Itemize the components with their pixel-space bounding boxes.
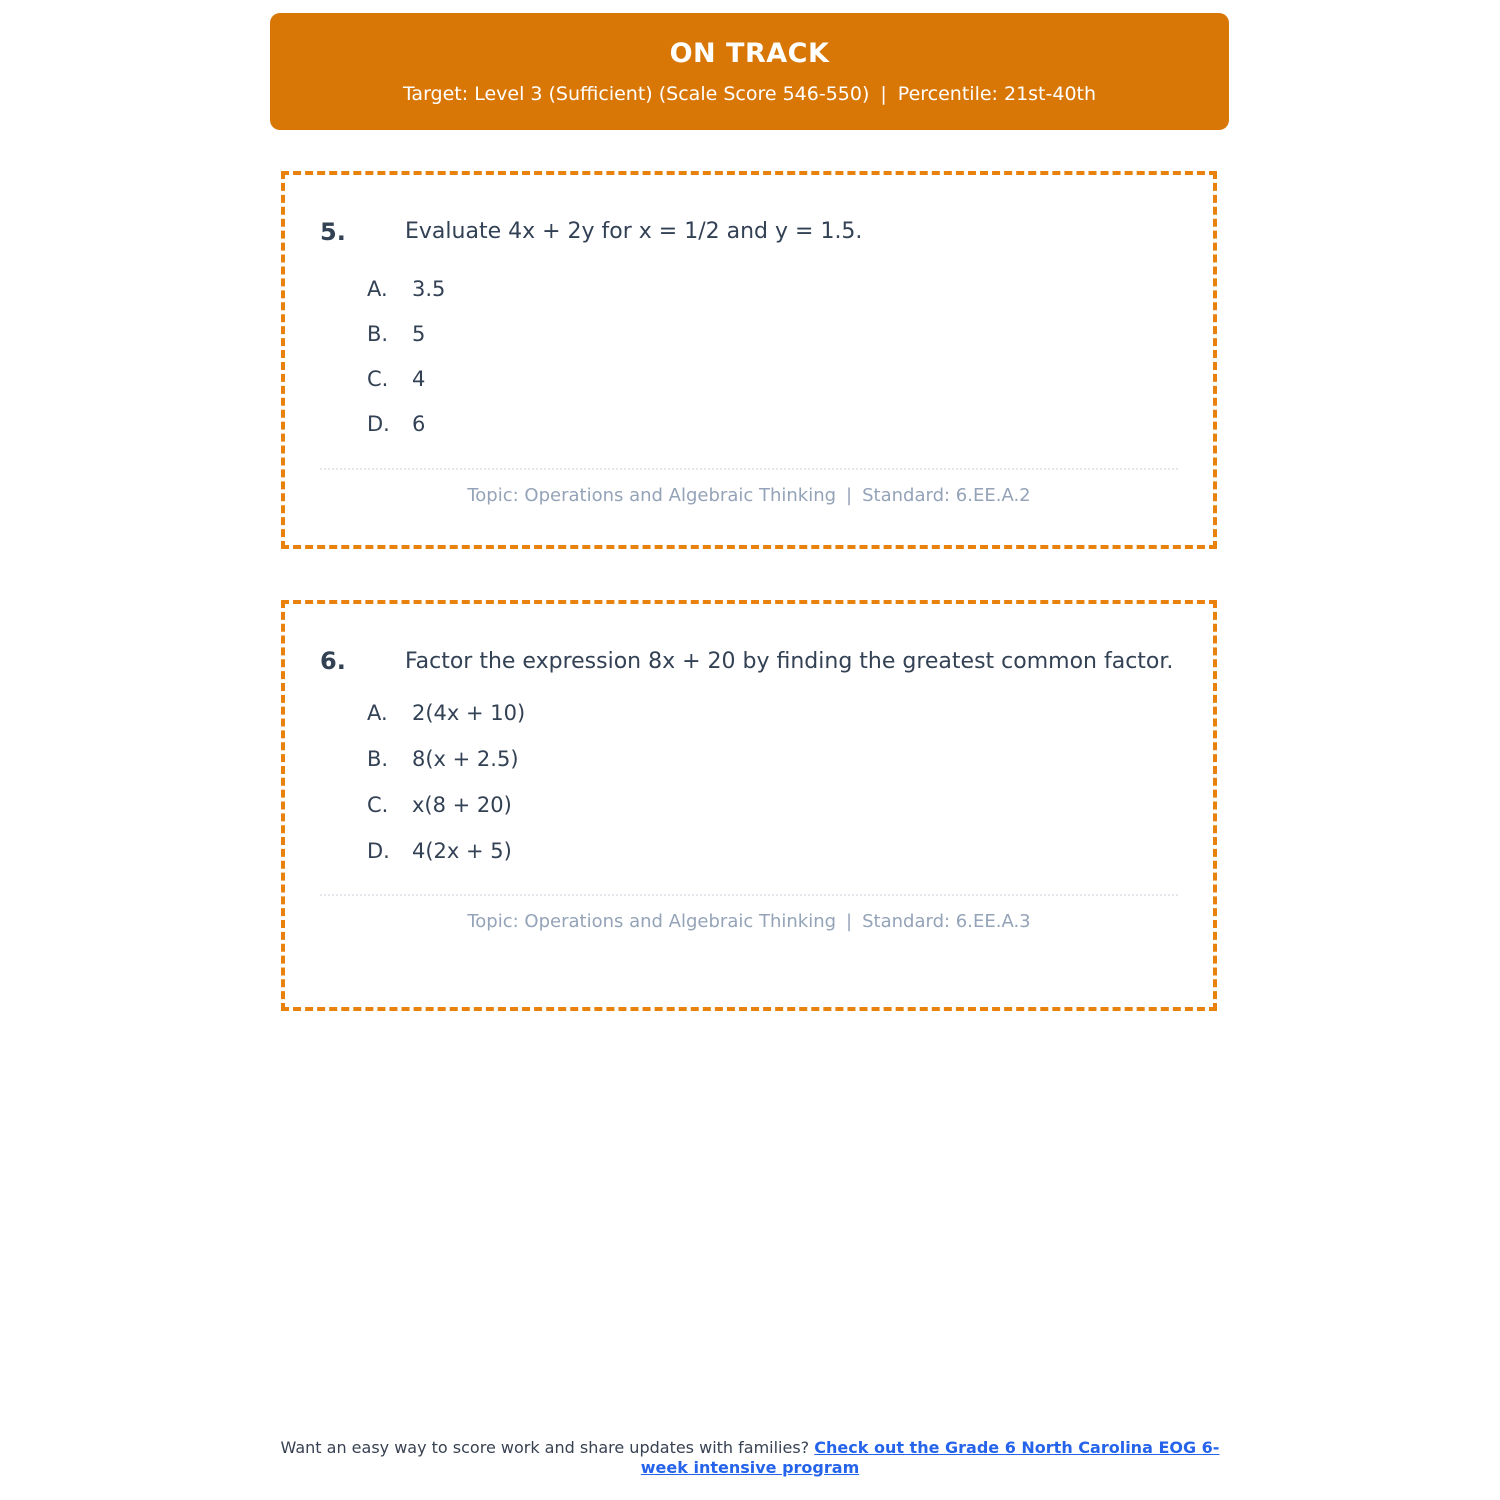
choice-text: 3.5 (412, 276, 446, 301)
choice-letter: B. (367, 321, 389, 346)
promo-prompt-text: Want an easy way to score work and share updates with families? (280, 1438, 810, 1457)
banner-percentile-text: Percentile: 21st-40th (897, 83, 1097, 105)
banner-target-text: Target: Level 3 (Sufficient) (Scale Score 546-550) (402, 83, 870, 105)
choice-d (367, 828, 1178, 874)
banner-separator: | (880, 83, 887, 105)
choice-letter: D. (367, 839, 390, 863)
banner-subtitle (270, 81, 1229, 107)
choice-list (320, 690, 1178, 874)
choice-text: 4(2x + 5) (412, 839, 512, 863)
topic-standard-line (320, 908, 1178, 936)
choice-text: 6 (412, 411, 426, 436)
topic-separator: | (846, 911, 853, 932)
promo-program-link[interactable]: Check out the Grade 6 North Carolina EOG 6-week intensive program (640, 1438, 1220, 1477)
choice-letter: A. (367, 701, 388, 725)
choice-letter: A. (367, 276, 388, 301)
choice-letter: B. (367, 747, 389, 771)
topic-standard-line (320, 482, 1178, 510)
topic-text: Topic: Operations and Algebraic Thinking (467, 485, 837, 506)
choice-letter: C. (367, 366, 389, 391)
card-divider (320, 468, 1178, 470)
choice-text: x(8 + 20) (412, 793, 512, 817)
standard-text: Standard: 6.EE.A.3 (862, 911, 1031, 932)
choice-c (367, 782, 1178, 828)
card-divider (320, 894, 1178, 896)
question-text: Evaluate 4x + 2y for x = 1/2 and y = 1.5. (405, 219, 863, 244)
topic-separator: | (846, 485, 853, 506)
promo-footer (270, 1438, 1230, 1477)
question-number: 6. (320, 647, 346, 675)
choice-letter: D. (367, 411, 390, 436)
choice-b (367, 311, 1178, 356)
choice-list (320, 266, 1178, 446)
question-card-5 (281, 171, 1217, 549)
choice-b (367, 736, 1178, 782)
question-text: Factor the expression 8x + 20 by finding the greatest common factor. (405, 649, 1174, 674)
choice-a (367, 266, 1178, 311)
banner-title: ON TRACK (669, 38, 830, 69)
choice-d (367, 401, 1178, 446)
choice-text: 2(4x + 10) (412, 701, 526, 725)
choice-letter: C. (367, 793, 389, 817)
question-number: 5. (320, 218, 346, 246)
question-5-stem (320, 215, 1178, 249)
topic-text: Topic: Operations and Algebraic Thinking (467, 911, 837, 932)
choice-text: 4 (412, 366, 426, 391)
question-6-stem (320, 644, 1178, 680)
choice-text: 8(x + 2.5) (412, 747, 519, 771)
choice-text: 5 (412, 321, 426, 346)
standard-text: Standard: 6.EE.A.2 (862, 485, 1031, 506)
choice-a (367, 690, 1178, 736)
question-card-6 (281, 600, 1217, 1011)
performance-level-banner (270, 13, 1229, 130)
choice-c (367, 356, 1178, 401)
